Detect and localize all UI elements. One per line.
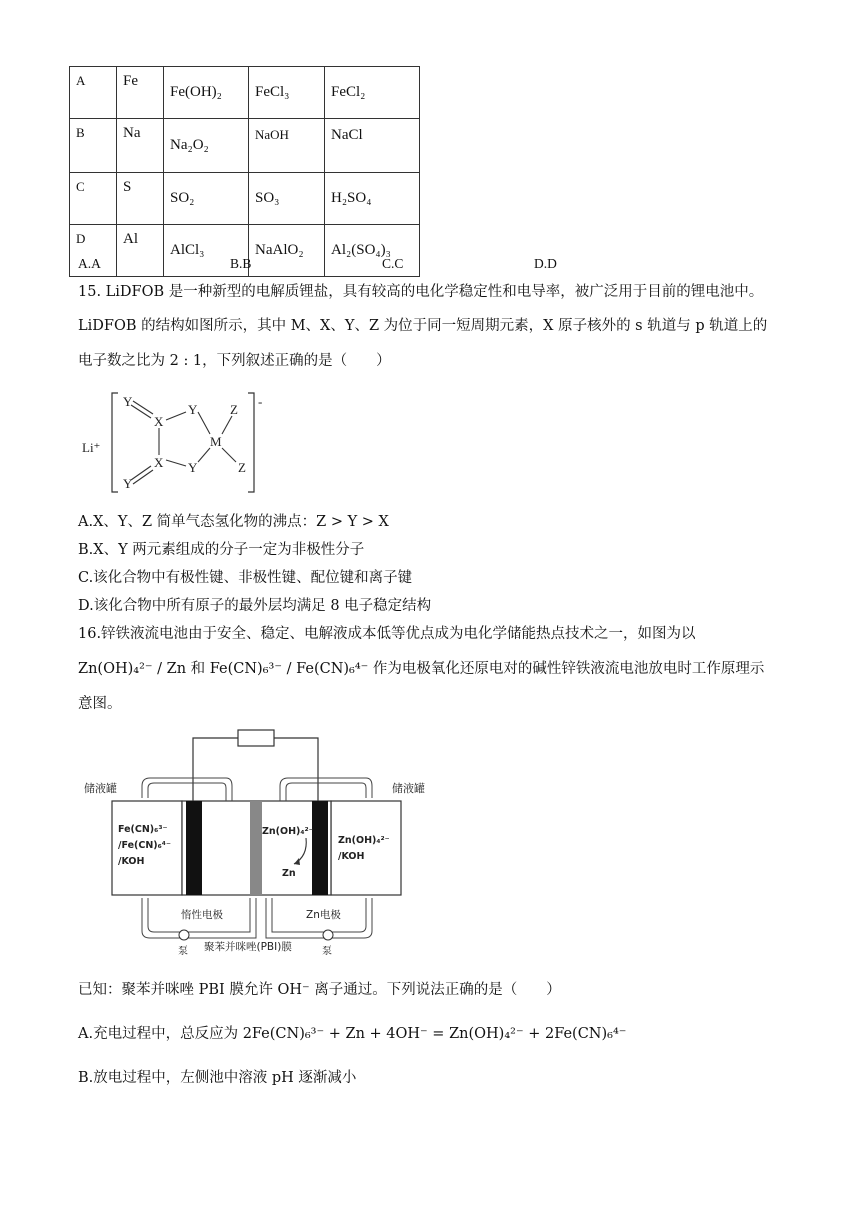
atom-y2: Y [188, 402, 198, 417]
resistor [238, 730, 274, 746]
q16-known: 已知：聚苯并咪唑 PBI 膜允许 OH⁻ 离子通过。下列说法正确的是（ ） [78, 982, 561, 998]
table-cell: Fe [117, 67, 164, 119]
mid-species-top: Zn(OH)₄²⁻ [262, 826, 314, 837]
table-cell: A [70, 67, 117, 119]
right-bracket [248, 393, 254, 492]
right-tank-label: 储液罐 [392, 782, 425, 795]
atom-y3: Y [188, 460, 198, 475]
table-cell: SO₃ [249, 173, 325, 225]
table-cell: C [70, 173, 117, 225]
q16-option-a: A.充电过程中，总反应为 2Fe(CN)₆³⁻ + Zn + 4OH⁻ = Zn(OH)₄²⁻ + 2Fe(CN)₆⁴⁻ [78, 1026, 627, 1042]
zn-electrode-plate [312, 801, 328, 895]
left-solution-2: /Fe(CN)₆⁴⁻ [118, 840, 171, 851]
atom-m: M [210, 434, 222, 449]
left-tank-label: 储液罐 [84, 782, 117, 795]
table-row [70, 67, 420, 119]
membrane-label: 聚苯并咪唑(PBI)膜 [204, 941, 292, 953]
answer-b: B.B [230, 256, 252, 271]
q15-stem-line3: 电子数之比为 2 : 1，下列叙述正确的是（ ） [78, 353, 391, 369]
atom-y4: Y [123, 476, 133, 491]
q15-option-b: B.X、Y 两元素组成的分子一定为非极性分子 [78, 542, 365, 558]
left-bracket [112, 393, 118, 492]
external-wire [193, 738, 318, 801]
inert-electrode-label: 惰性电极 [181, 909, 223, 921]
structure-charge: - [258, 394, 263, 409]
table-cell: NaCl [325, 119, 420, 173]
battery-diagram [76, 726, 456, 958]
q16-stem-line2: Zn(OH)₄²⁻ / Zn 和 Fe(CN)₆³⁻ / Fe(CN)₆⁴⁻ 作为电极氧化还原电对的碱性锌铁液流电池放电时工作原理示 [78, 661, 765, 677]
pump-right-label: 泵 [322, 946, 332, 957]
right-tank [331, 801, 401, 895]
pump-left-label: 泵 [178, 946, 188, 957]
atom-y1: Y [123, 394, 133, 409]
q15-option-d: D.该化合物中所有原子的最外层均满足 8 电子稳定结构 [78, 598, 432, 614]
lidfob-structure [78, 388, 278, 498]
table-cell: FeCl₃ [249, 67, 325, 119]
pbi-membrane [250, 801, 262, 895]
table-cell: NaAlO₂ [249, 225, 325, 277]
q15-stem-line2: LiDFOB 的结构如图所示，其中 M、X、Y、Z 为位于同一短周期元素，X 原子核外的 s 轨道与 p 轨道上的 [78, 318, 768, 334]
table-cell: S [117, 173, 164, 225]
q15-stem-line1: 15. LiDFOB 是一种新型的电解质锂盐，具有较高的电化学稳定性和电导率，被广泛用于目前的锂电池中。 [78, 284, 764, 300]
table-row [70, 173, 420, 225]
q15-option-c: C.该化合物中有极性键、非极性键、配位键和离子键 [78, 570, 413, 586]
answer-a: A.A [78, 256, 101, 271]
pump-left-icon [179, 930, 189, 940]
q16-option-b: B.放电过程中，左侧池中溶液 pH 逐渐减小 [78, 1070, 357, 1086]
q16-stem-line3: 意图。 [78, 696, 122, 712]
zn-electrode-label: Zn电极 [306, 909, 341, 921]
inert-electrode-plate [186, 801, 202, 895]
q15-option-a: A.X、Y、Z 简单气态氢化物的沸点：Z > Y > X [78, 514, 389, 530]
right-solution-1: Zn(OH)₄²⁻ [338, 835, 390, 846]
answer-c: C.C [382, 256, 404, 271]
atom-z2: Z [238, 460, 246, 475]
table-cell: Na [117, 119, 164, 173]
table-cell: Fe(OH)₂ [164, 67, 249, 119]
right-solution-2: /KOH [338, 851, 365, 862]
options-table [69, 66, 420, 277]
table-cell: NaOH [249, 119, 325, 173]
mid-species-bottom: Zn [282, 868, 296, 879]
table-cell: D [70, 225, 117, 277]
table-cell: Al₂(SO₄)₃ [325, 225, 420, 277]
q16-stem-line1: 16.锌铁液流电池由于安全、稳定、电解液成本低等优点成为电化学储能热点技术之一，如图为以 [78, 626, 696, 642]
table-cell: Na₂O₂ [164, 119, 249, 173]
table-cell: AlCl₃ [164, 225, 249, 277]
table-row [70, 119, 420, 173]
left-solution-3: /KOH [118, 856, 145, 867]
table-cell: SO₂ [164, 173, 249, 225]
answer-d: D.D [534, 256, 557, 271]
structure-cation: Li⁺ [82, 440, 101, 455]
table-cell: Al [117, 225, 164, 277]
table-cell: H₂SO₄ [325, 173, 420, 225]
table-cell: B [70, 119, 117, 173]
left-solution-1: Fe(CN)₆³⁻ [118, 824, 168, 835]
table-cell: FeCl₂ [325, 67, 420, 119]
atom-x1: X [154, 414, 164, 429]
pump-right-icon [323, 930, 333, 940]
atom-z1: Z [230, 402, 238, 417]
atom-x2: X [154, 455, 164, 470]
